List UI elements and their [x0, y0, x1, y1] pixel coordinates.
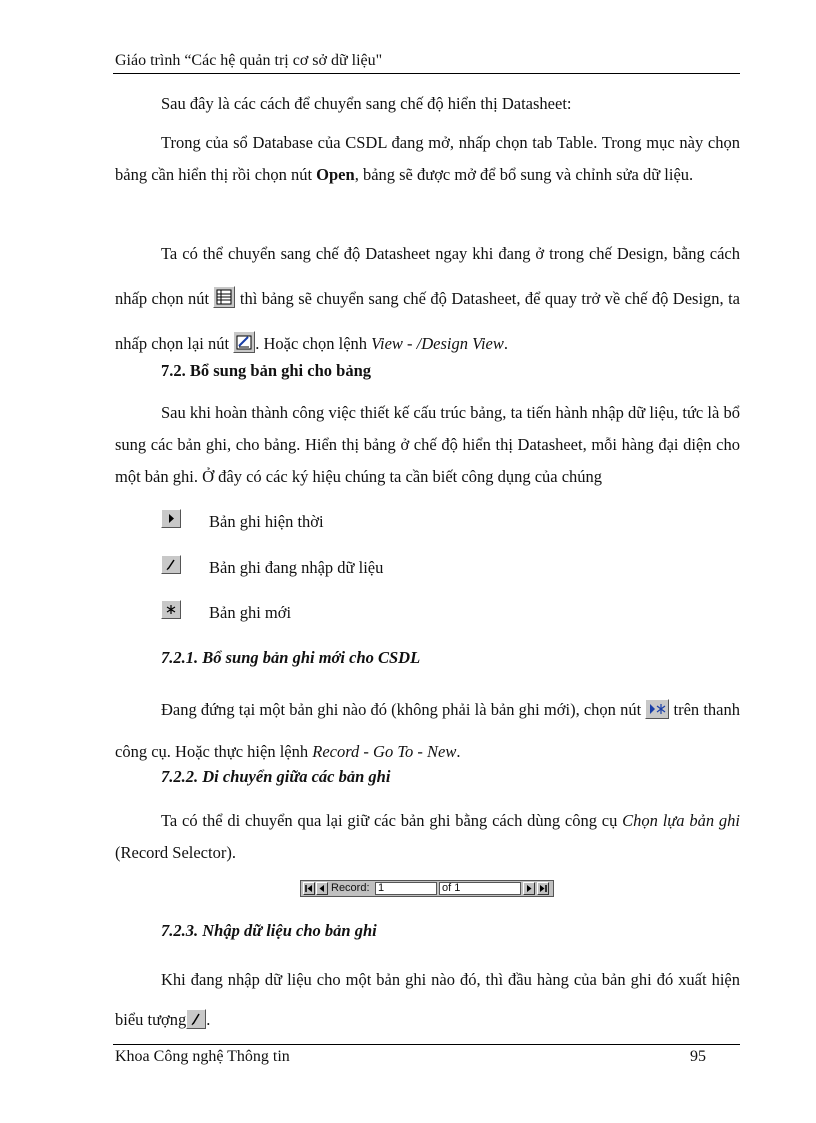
header-rule: [113, 73, 740, 74]
first-record-button[interactable]: [303, 882, 315, 895]
section-7-2-2-heading: 7.2.2. Di chuyển giữa các bản ghi: [161, 767, 391, 786]
design-view-icon: [233, 331, 255, 353]
symbol-label-editing: Bản ghi đang nhập dữ liệu: [209, 558, 384, 577]
previous-record-button[interactable]: [316, 882, 328, 895]
editing-record-icon: [186, 1009, 206, 1029]
section-7-2-heading: 7.2. Bổ sung bản ghi cho bảng: [161, 361, 371, 380]
section-7-2-1-heading: 7.2.1. Bổ sung bản ghi mới cho CSDL: [161, 648, 421, 667]
symbol-label-new: Bản ghi mới: [209, 603, 292, 622]
next-record-button[interactable]: [523, 882, 535, 895]
new-record-icon: [645, 699, 669, 719]
current-record-icon: [161, 509, 181, 528]
section-7-2-3-paragraph: Khi đang nhập dữ liệu cho một bản ghi nào đó, thì đầu hàng của bản ghi đó xuất hiện biểu tượng .: [115, 970, 740, 1029]
page-number: 95: [690, 1048, 706, 1065]
symbol-label-current: Bản ghi hiện thời: [209, 512, 324, 531]
section-7-2-2-paragraph: Ta có thể di chuyển qua lại giữ các bản ghi bằng cách dùng công cụ Chọn lựa bản ghi (Record Selector).: [115, 811, 740, 862]
section-7-2-paragraph: Sau khi hoàn thành công việc thiết kế cấu trúc bảng, ta tiến hành nhập dữ liệu, tức là bổ sung các bản ghi, cho bảng. Hiển thị bảng ở chế độ hiển thị Datasheet, mỗi hàng đại diện cho một bản ghi. Ở đây có các ký hiệu chúng ta cần biết công dụng của chúng: [115, 403, 740, 486]
record-navigator: [300, 880, 554, 897]
pencil-icon: [161, 555, 181, 574]
running-header: Giáo trình “Các hệ quản trị cơ sở dữ liệu": [115, 52, 383, 69]
intro-paragraph-3: Ta có thể chuyển sang chế độ Datasheet ngay khi đang ở trong chế Design, bằng cách nhấp chọn nút thì bảng sẽ chuyển sang chế độ Datasheet, để quay trở về chế độ Design, ta nhấp chọn lại nút . Hoặc chọn lệnh View - /Design View.: [115, 244, 741, 353]
footer-rule: [113, 1044, 740, 1045]
intro-paragraph-2: Trong của sổ Database của CSDL đang mở, nhấp chọn tab Table. Trong mục này chọn bảng cần hiển thị rồi chọn nút Open, bảng sẽ được mở để bổ sung và chỉnh sửa dữ liệu.: [115, 133, 740, 184]
intro-paragraph-1: Sau đây là các cách để chuyển sang chế độ hiển thị Datasheet:: [161, 94, 572, 113]
datasheet-view-icon: [213, 286, 235, 308]
record-label: Record:: [331, 882, 370, 894]
section-7-2-1-paragraph: Đang đứng tại một bản ghi nào đó (không phải là bản ghi mới), chọn nút trên thanh công cụ. Hoặc thực hiện lệnh Record - Go To - New.: [115, 700, 740, 761]
last-record-button[interactable]: [537, 882, 549, 895]
section-7-2-3-heading: 7.2.3. Nhập dữ liệu cho bản ghi: [161, 921, 377, 940]
record-count: of 1: [439, 882, 521, 895]
record-number-input[interactable]: 1: [375, 882, 437, 895]
footer-department: Khoa Công nghệ Thông tin: [115, 1048, 290, 1065]
asterisk-icon: [161, 600, 181, 619]
